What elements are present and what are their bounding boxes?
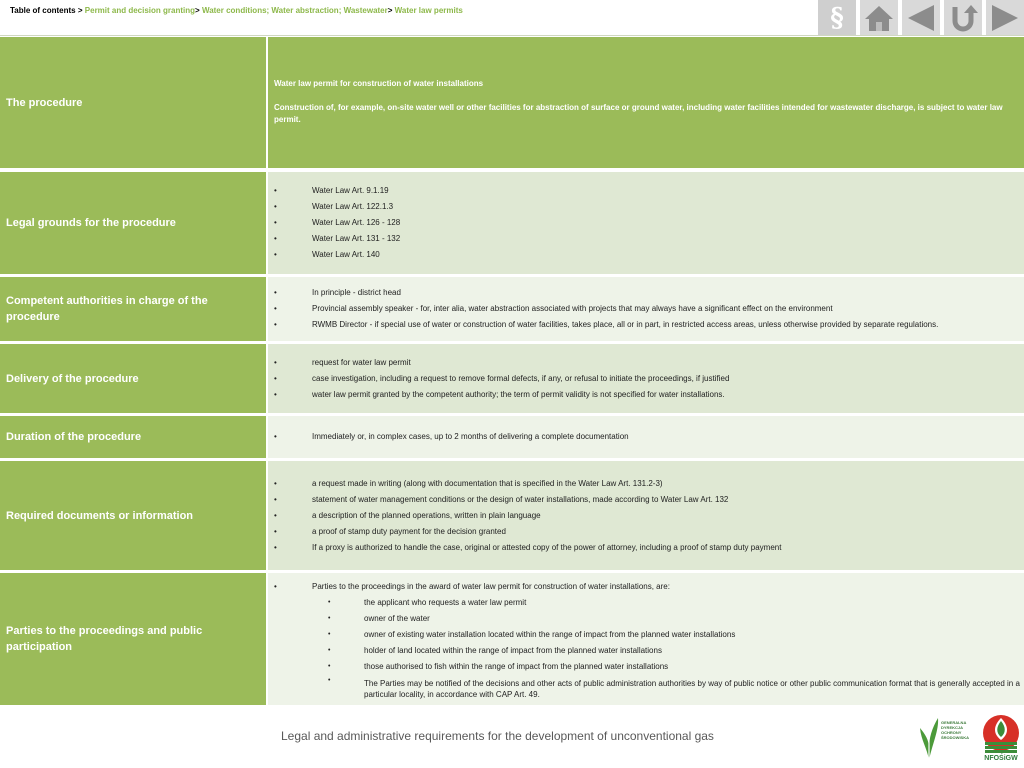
breadcrumb [10, 6, 463, 15]
row-delivery [0, 344, 1024, 413]
nfosigw-logo [980, 713, 1022, 765]
list-item: • RWMB Director - if special use of water or construction of water facilities, takes place, all or in part, in restricted access areas, unless otherwise provided by separate regulations. [272, 317, 1020, 333]
breadcrumb-separator: > [387, 6, 393, 15]
breadcrumb-permit-and-decision[interactable]: Permit and decision granting [84, 6, 196, 15]
breadcrumb-water-conditions[interactable]: Water conditions; Water abstraction; Wastewater [201, 6, 388, 15]
list-item: • Immediately or, in complex cases, up to 2 months of delivering a complete documentation [272, 429, 1020, 445]
breadcrumb-separator: > [195, 6, 200, 15]
forward-arrow-icon [990, 4, 1020, 32]
row-content [268, 172, 1024, 274]
list-item: • Parties to the proceedings in the award of water law permit for construction of water installations, are: [272, 579, 1020, 595]
return-icon [948, 4, 978, 32]
paragraph-button[interactable] [818, 0, 856, 36]
sub-list-item: • owner of the water [272, 611, 1020, 627]
row-content [268, 344, 1024, 413]
breadcrumb-separator: > [77, 6, 83, 15]
back-arrow-icon [906, 4, 936, 32]
home-icon [864, 4, 894, 32]
logo-text-line: GENERALNA [941, 720, 967, 725]
nfosigw-logo-text: NFOŚiGW [984, 755, 1018, 762]
row-label: Delivery of the procedure [0, 344, 268, 413]
row-label: The procedure [0, 37, 268, 168]
row-required-documents [0, 461, 1024, 570]
gdos-logo-text [941, 720, 969, 740]
list-item: • Water Law Art. 131 - 132 [272, 231, 1020, 247]
row-content [268, 416, 1024, 458]
list-item: • In principle - district head [272, 285, 1020, 301]
forward-button[interactable] [986, 0, 1024, 36]
gdos-logo [917, 714, 977, 762]
row-label: Duration of the procedure [0, 416, 268, 458]
return-button[interactable] [944, 0, 982, 36]
row-competent-authorities [0, 277, 1024, 341]
row-legal-grounds [0, 172, 1024, 274]
list-item: • Water Law Art. 126 - 128 [272, 215, 1020, 231]
paragraph-icon: § [830, 3, 844, 33]
sub-list-item: • The Parties may be notified of the decisions and other acts of public administration authorities by way of public notice or other public communication format that is generally accepted in a particular locality, in accordance with CAP Art. 49. [272, 675, 1020, 700]
list-item: • Water Law Art. 122.1.3 [272, 199, 1020, 215]
row-label: Competent authorities in charge of the procedure [0, 277, 268, 341]
logo-text-line: DYREKCJA [941, 725, 964, 730]
sub-list-item: • those authorised to fish within the range of impact from the planned water installations [272, 659, 1020, 675]
home-button[interactable] [860, 0, 898, 36]
list-item: • Water Law Art. 140 [272, 247, 1020, 263]
row-content [268, 37, 1024, 168]
logo-text-line: ŚRODOWISKA [941, 735, 969, 740]
row-procedure [0, 37, 1024, 168]
back-button[interactable] [902, 0, 940, 36]
row-label: Required documents or information [0, 461, 268, 570]
sub-list-item: • holder of land located within the range of impact from the planned water installations [272, 643, 1020, 659]
list-item: • request for water law permit [272, 355, 1020, 371]
row-content [268, 461, 1024, 570]
nfosigw-emblem-icon [980, 713, 1022, 755]
list-item: • statement of water management conditions or the design of water installations, made according to Water Law Art. 132 [272, 492, 1020, 508]
row-content [268, 573, 1024, 705]
footer-title: Legal and administrative requirements for the development of unconventional gas [281, 729, 714, 743]
list-item: • Water Law Art. 9.1.19 [272, 183, 1020, 199]
list-item: • If a proxy is authorized to handle the case, original or attested copy of the power of attorney, including a proof of stamp duty payment [272, 540, 1020, 556]
procedure-description: Construction of, for example, on-site water well or other facilities for abstraction of surface or ground water, including water facilities intended for wastewater discharge, is subject to water law permit. [274, 103, 1003, 124]
header-divider [0, 35, 1024, 36]
sub-list-item: • the applicant who requests a water law permit [272, 595, 1020, 611]
list-item: • water law permit granted by the competent authority; the term of permit validity is not specified for water installations. [272, 387, 1020, 403]
row-parties [0, 573, 1024, 705]
list-item: • a proof of stamp duty payment for the decision granted [272, 524, 1020, 540]
breadcrumb-water-law-permits[interactable]: Water law permits [394, 6, 463, 15]
sub-list-item: • owner of existing water installation located within the range of impact from the planned water installations [272, 627, 1020, 643]
list-item: • a description of the planned operations, written in plain language [272, 508, 1020, 524]
procedure-title: Water law permit for construction of water installations [274, 79, 484, 88]
navigation-toolbar [818, 0, 1024, 36]
row-label: Legal grounds for the procedure [0, 172, 268, 274]
list-item: • Provincial assembly speaker - for, inter alia, water abstraction associated with projects that may always have a significant effect on the environment [272, 301, 1020, 317]
list-item: • case investigation, including a request to remove formal defects, if any, or refusal to initiate the proceedings, if justified [272, 371, 1020, 387]
row-content [268, 277, 1024, 341]
list-item: • a request made in writing (along with documentation that is specified in the Water Law Art. 131.2-3) [272, 476, 1020, 492]
row-duration [0, 416, 1024, 458]
logo-text-line: OCHRONY [941, 730, 962, 735]
breadcrumb-root[interactable]: Table of contents [10, 6, 76, 15]
row-label: Parties to the proceedings and public participation [0, 573, 268, 705]
leaf-logo-icon [917, 714, 941, 762]
